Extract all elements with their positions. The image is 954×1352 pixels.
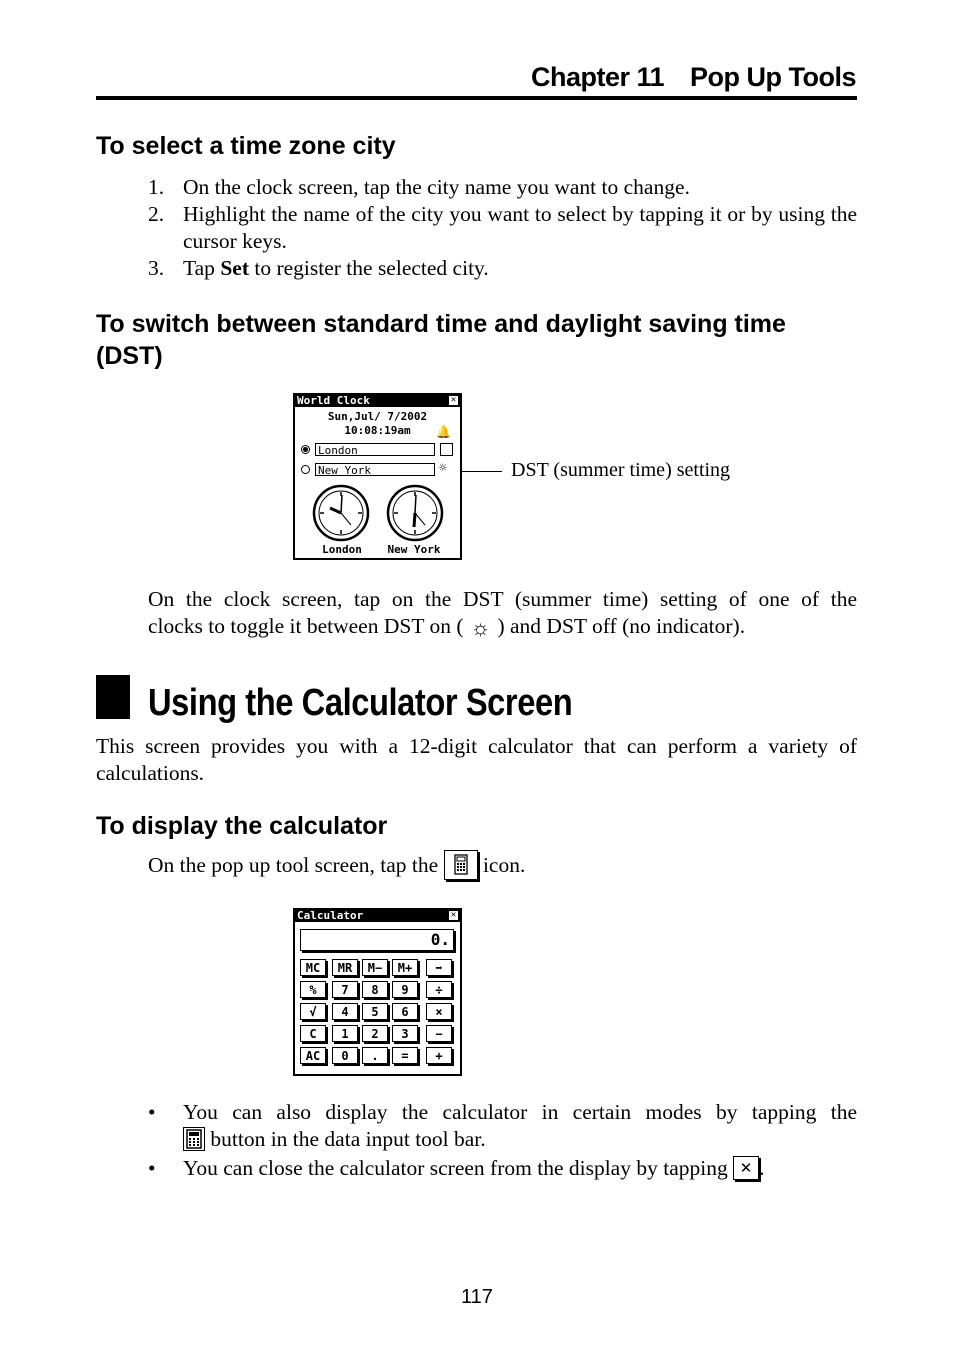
calc-key[interactable]: √ [300, 1003, 326, 1020]
chapter-number: Chapter 11 [530, 62, 665, 92]
calc-key[interactable]: + [426, 1047, 452, 1064]
newyork-analog-clock [385, 483, 445, 543]
close-icon[interactable]: ✕ [450, 910, 457, 920]
calc-key[interactable]: M− [362, 959, 388, 976]
display-instruction: On the pop up tool screen, tap the icon. [148, 852, 525, 882]
calc-key[interactable]: AC [300, 1047, 326, 1064]
clock2-label: New York [387, 543, 441, 556]
dst-sun-icon: ☼ [470, 615, 491, 641]
city1-field[interactable]: London [315, 443, 435, 456]
calculator-display: 0. [300, 929, 454, 951]
calc-key[interactable]: − [426, 1025, 452, 1042]
calc-key[interactable]: . [362, 1047, 388, 1064]
calc-key[interactable]: M+ [392, 959, 418, 976]
calc-key[interactable]: 8 [362, 981, 388, 998]
city2-field[interactable]: New York [315, 463, 435, 476]
city2-radio[interactable] [301, 465, 310, 474]
calc-key[interactable]: MR [332, 959, 358, 976]
world-clock-title-bar: World Clock ✕ [295, 395, 460, 407]
step-2: 2. Highlight the name of the city you want to select by tapping it or by using the cursor keys. [148, 202, 857, 253]
close-icon[interactable]: ✕ [733, 1156, 759, 1180]
callout-line [460, 471, 502, 472]
calc-key[interactable]: 5 [362, 1003, 388, 1020]
clock-date: Sun,Jul/ 7/2002 [327, 410, 428, 423]
world-clock-screen [293, 393, 462, 560]
steps-list [96, 174, 857, 282]
bullet-item-2: • You can close the calculator screen from the display by tapping ✕ . [148, 1156, 765, 1181]
calculator-screen [293, 908, 462, 1076]
calc-key[interactable]: × [426, 1003, 452, 1020]
chapter-title: Pop Up Tools [690, 62, 856, 92]
calc-key[interactable]: % [300, 981, 326, 998]
chapter-header [531, 62, 856, 93]
calc-key[interactable]: 2 [362, 1025, 388, 1042]
calc-key[interactable]: 1 [332, 1025, 358, 1042]
alarm-bell-icon: 🔔 [436, 425, 451, 439]
page-number: 117 [461, 1286, 493, 1308]
dst-callout: DST (summer time) setting [511, 459, 731, 481]
dst-sun-icon[interactable]: ☼ [439, 461, 447, 476]
section-title: Using the Calculator Screen [148, 682, 573, 724]
calculator-icon[interactable] [444, 850, 478, 880]
calc-key[interactable]: 4 [332, 1003, 358, 1020]
calc-key[interactable]: ÷ [426, 981, 452, 998]
calc-key[interactable]: 9 [392, 981, 418, 998]
step-3: 3. Tap Set to register the selected city. [148, 256, 489, 280]
calculator-title-bar: Calculator ✕ [295, 910, 460, 922]
calculator-intro: This screen provides you with a 12-digit calculator that can perform a variety of calculations. [96, 734, 857, 785]
heading-display-calculator: To display the calculator [96, 812, 388, 840]
calc-key[interactable]: MC [300, 959, 326, 976]
heading-dst: To switch between standard time and daylight saving time (DST) [96, 310, 786, 370]
heading-select-city: To select a time zone city [96, 132, 396, 160]
step-1: 1. On the clock screen, tap the city name you want to change. [148, 175, 690, 199]
calc-key[interactable]: 3 [392, 1025, 418, 1042]
bullet-list [148, 1099, 857, 1182]
calc-key[interactable]: 0 [332, 1047, 358, 1064]
calc-key[interactable]: = [392, 1047, 418, 1064]
section-marker [96, 675, 130, 719]
clock1-label: London [322, 543, 362, 556]
calc-key[interactable]: 7 [332, 981, 358, 998]
bullet-item-1: • You can also display the calculator in certain modes by tapping the button in the data input tool bar. [148, 1100, 857, 1151]
calc-key[interactable]: C [300, 1025, 326, 1042]
calculator-button-icon[interactable] [183, 1127, 205, 1151]
dst-checkbox-off[interactable] [440, 443, 453, 456]
city1-radio[interactable] [301, 445, 310, 454]
close-icon[interactable]: ✕ [450, 395, 457, 405]
header-rule [96, 96, 857, 100]
london-analog-clock [311, 483, 371, 543]
clock-time: 10:08:19am [344, 424, 411, 437]
calc-key[interactable]: 6 [392, 1003, 418, 1020]
calc-key[interactable]: ➡ [426, 959, 452, 976]
dst-paragraph: On the clock screen, tap on the DST (summer time) setting of one of the clocks to toggle it between DST on ( ☼ ) and DST off (no indicator). [148, 587, 857, 641]
